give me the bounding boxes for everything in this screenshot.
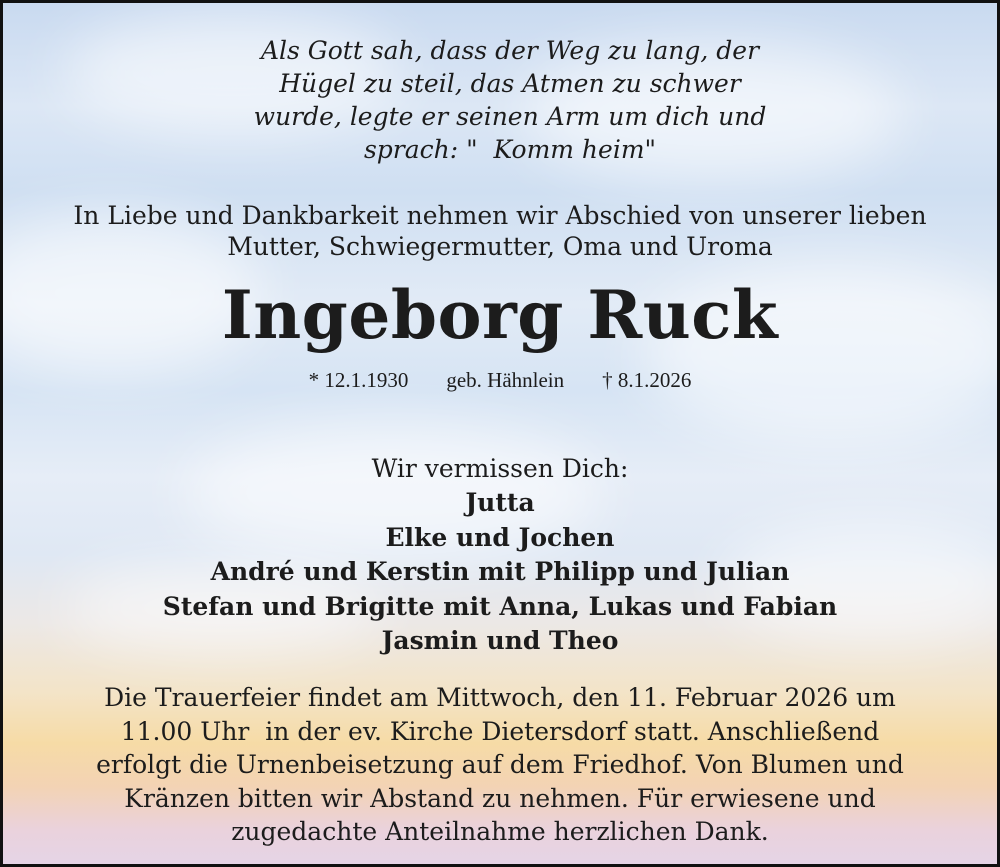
mourner-name: Stefan und Brigitte mit Anna, Lukas und Fabian (162, 591, 838, 621)
birth-date: * 12.1.1930 (308, 368, 409, 392)
intro-line: Mutter, Schwiegermutter, Oma und Uroma (227, 232, 773, 261)
ceremony-line: Die Trauerfeier findet am Mittwoch, den 11. Februar 2026 um (104, 683, 896, 712)
ceremony-line: Kränzen bitten wir Abstand zu nehmen. Für erwiesene und (124, 783, 876, 813)
mourner-name: André und Kerstin mit Philipp und Julian (210, 557, 790, 586)
notice-content (3, 3, 997, 864)
deceased-name: Ingeborg Ruck (221, 276, 779, 354)
ceremony-line: erfolgt die Urnenbeisetzung auf dem Friedhof. Von Blumen und (96, 750, 904, 779)
intro-text (3, 200, 997, 262)
ceremony-line: 11.00 Uhr in der ev. Kirche Dietersdorf statt. Anschließend (120, 716, 880, 746)
mourner-name: Jutta (465, 488, 535, 517)
mourner-name: Jasmin und Theo (381, 626, 619, 655)
mourners-heading: Wir vermissen Dich: (371, 454, 629, 483)
ceremony-details (3, 681, 997, 849)
death-date: † 8.1.2026 (602, 368, 692, 392)
quote-line: Als Gott sah, dass der Weg zu lang, der (260, 36, 760, 65)
quote-block (3, 34, 1000, 166)
quote-line: Hügel zu steil, das Atmen zu schwer (279, 69, 741, 98)
quote-line: sprach: " Komm heim" (363, 135, 657, 164)
ceremony-line: zugedachte Anteilnahme herzlichen Dank. (231, 817, 769, 846)
life-dates (3, 365, 997, 395)
intro-line: In Liebe und Dankbarkeit nehmen wir Abschied von unserer lieben (73, 201, 927, 230)
quote-line: wurde, legte er seinen Arm um dich und (253, 102, 767, 131)
maiden-name: geb. Hähnlein (446, 368, 565, 392)
mourner-name: Elke und Jochen (385, 522, 615, 552)
mourners-list (3, 486, 997, 659)
